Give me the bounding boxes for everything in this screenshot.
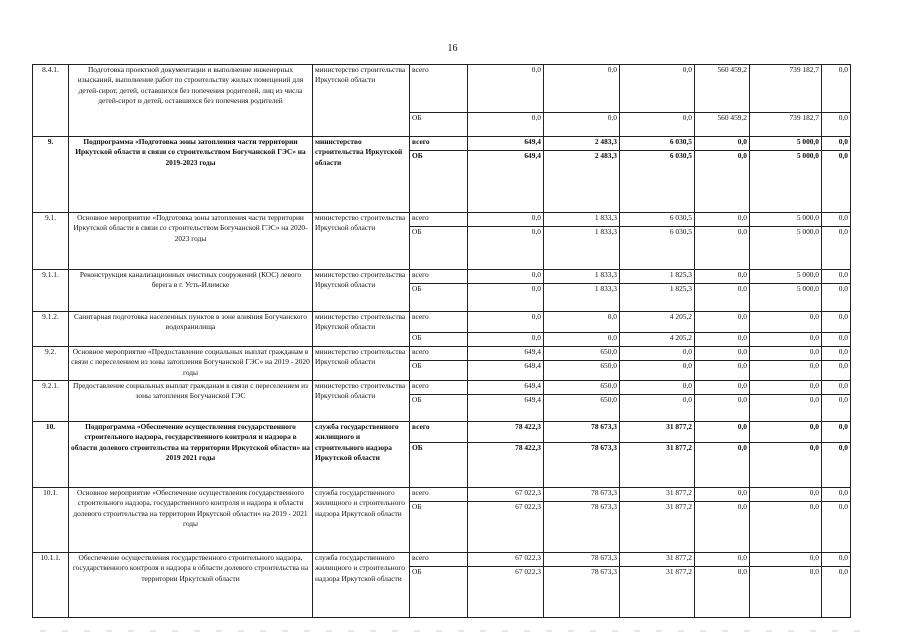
amount-cell: 78 673,3 bbox=[544, 553, 620, 567]
amount-cell: 6 030,5 bbox=[620, 151, 695, 213]
funding-source: ОБ bbox=[410, 443, 468, 488]
amount-cell: 0,0 bbox=[468, 65, 544, 113]
amount-cell: 739 182,7 bbox=[750, 65, 822, 113]
funding-source: всего bbox=[410, 422, 468, 443]
amount-cell: 0,0 bbox=[544, 113, 620, 137]
scan-footer-noise bbox=[40, 630, 860, 632]
amount-cell: 6 030,5 bbox=[620, 137, 695, 151]
row-program-name: Основное мероприятие «Предоставление социальных выплат гражданам в связи с переселением из зоны затопления Богучанской ГЭС» на 2019 - 2020 годы bbox=[69, 347, 313, 381]
amount-cell: 31 877,2 bbox=[620, 553, 695, 567]
amount-cell: 0,0 bbox=[750, 347, 822, 361]
funding-source: всего bbox=[410, 213, 468, 227]
amount-cell: 0,0 bbox=[750, 381, 822, 395]
amount-cell: 0,0 bbox=[544, 65, 620, 113]
amount-cell: 31 877,2 bbox=[620, 488, 695, 502]
table-row bbox=[33, 270, 851, 284]
row-program-name: Подпрограмма «Подготовка зоны затопления части территории Иркутской области в связи со строительством Богучанской ГЭС» на 2019-2023 годы bbox=[69, 137, 313, 213]
funding-source: ОБ bbox=[410, 227, 468, 270]
amount-cell: 0,0 bbox=[544, 312, 620, 333]
amount-cell: 0,0 bbox=[822, 137, 851, 151]
amount-cell: 0,0 bbox=[620, 381, 695, 395]
table-body bbox=[33, 65, 851, 618]
amount-cell: 31 877,2 bbox=[620, 502, 695, 553]
amount-cell: 0,0 bbox=[750, 395, 822, 422]
table-row bbox=[33, 213, 851, 227]
amount-cell: 0,0 bbox=[695, 151, 750, 213]
table-row bbox=[33, 381, 851, 395]
amount-cell: 0,0 bbox=[695, 381, 750, 395]
row-code: 9.1.2. bbox=[33, 312, 69, 347]
amount-cell: 5 000,0 bbox=[750, 227, 822, 270]
funding-source: всего bbox=[410, 312, 468, 333]
amount-cell: 31 877,2 bbox=[620, 443, 695, 488]
amount-cell: 0,0 bbox=[822, 227, 851, 270]
amount-cell: 0,0 bbox=[695, 553, 750, 567]
amount-cell: 4 205,2 bbox=[620, 333, 695, 347]
amount-cell: 0,0 bbox=[822, 395, 851, 422]
amount-cell: 650,0 bbox=[544, 381, 620, 395]
funding-source: всего bbox=[410, 347, 468, 361]
amount-cell: 0,0 bbox=[695, 567, 750, 618]
table-row bbox=[33, 312, 851, 333]
row-program-name: Основное мероприятие «Обеспечение осуществления государственного строительного надзора, государственного контроля и надзора в области долевого строительства на территории Иркутской области» на 2019 - 2021 годы bbox=[69, 488, 313, 553]
funding-source: ОБ bbox=[410, 502, 468, 553]
amount-cell: 78 422,3 bbox=[468, 443, 544, 488]
amount-cell: 0,0 bbox=[620, 395, 695, 422]
amount-cell: 0,0 bbox=[750, 312, 822, 333]
amount-cell: 0,0 bbox=[822, 270, 851, 284]
row-code: 9.2.1. bbox=[33, 381, 69, 422]
amount-cell: 31 877,2 bbox=[620, 422, 695, 443]
row-program-name: Реконструкция канализационных очистных сооружений (КОС) левого берега в г. Усть-Илимске bbox=[69, 270, 313, 312]
amount-cell: 649,4 bbox=[468, 137, 544, 151]
amount-cell: 0,0 bbox=[695, 361, 750, 381]
amount-cell: 0,0 bbox=[822, 333, 851, 347]
amount-cell: 650,0 bbox=[544, 361, 620, 381]
amount-cell: 78 673,3 bbox=[544, 443, 620, 488]
amount-cell: 0,0 bbox=[620, 65, 695, 113]
table-row bbox=[33, 347, 851, 361]
amount-cell: 0,0 bbox=[695, 443, 750, 488]
funding-source: ОБ bbox=[410, 361, 468, 381]
funding-source: ОБ bbox=[410, 113, 468, 137]
table-row bbox=[33, 137, 851, 151]
amount-cell: 5 000,0 bbox=[750, 213, 822, 227]
row-code: 9.1. bbox=[33, 213, 69, 270]
amount-cell: 1 825,3 bbox=[620, 284, 695, 312]
amount-cell: 6 030,5 bbox=[620, 227, 695, 270]
row-program-name: Основное мероприятие «Подготовка зоны затопления части территории Иркутской области в связи со строительством Богучанской ГЭС» на 2020-2023 годы bbox=[69, 213, 313, 270]
amount-cell: 0,0 bbox=[695, 227, 750, 270]
amount-cell: 0,0 bbox=[750, 553, 822, 567]
amount-cell: 0,0 bbox=[468, 113, 544, 137]
amount-cell: 649,4 bbox=[468, 395, 544, 422]
funding-source: всего bbox=[410, 553, 468, 567]
amount-cell: 0,0 bbox=[695, 312, 750, 333]
amount-cell: 0,0 bbox=[750, 567, 822, 618]
amount-cell: 0,0 bbox=[695, 395, 750, 422]
row-executor: служба государственного жилищного и строительного надзора Иркутской области bbox=[313, 488, 410, 553]
amount-cell: 5 000,0 bbox=[750, 270, 822, 284]
amount-cell: 0,0 bbox=[695, 137, 750, 151]
amount-cell: 0,0 bbox=[695, 333, 750, 347]
amount-cell: 739 182,7 bbox=[750, 113, 822, 137]
amount-cell: 0,0 bbox=[468, 284, 544, 312]
row-code: 9.1.1. bbox=[33, 270, 69, 312]
amount-cell: 0,0 bbox=[695, 422, 750, 443]
table-row bbox=[33, 488, 851, 502]
funding-source: ОБ bbox=[410, 567, 468, 618]
amount-cell: 650,0 bbox=[544, 347, 620, 361]
row-program-name: Предоставление социальных выплат гражданам в связи с переселением из зоны затопления Богучанской ГЭС bbox=[69, 381, 313, 422]
amount-cell: 0,0 bbox=[620, 347, 695, 361]
amount-cell: 78 422,3 bbox=[468, 422, 544, 443]
budget-table bbox=[32, 64, 851, 618]
amount-cell: 0,0 bbox=[695, 488, 750, 502]
amount-cell: 31 877,2 bbox=[620, 567, 695, 618]
amount-cell: 2 483,3 bbox=[544, 137, 620, 151]
row-code: 10.1.1. bbox=[33, 553, 69, 618]
amount-cell: 6 030,5 bbox=[620, 213, 695, 227]
amount-cell: 0,0 bbox=[620, 361, 695, 381]
amount-cell: 5 000,0 bbox=[750, 151, 822, 213]
amount-cell: 1 833,3 bbox=[544, 227, 620, 270]
amount-cell: 0,0 bbox=[695, 213, 750, 227]
amount-cell: 0,0 bbox=[822, 361, 851, 381]
row-executor: министерство строительства Иркутской области bbox=[313, 347, 410, 381]
funding-source: всего bbox=[410, 381, 468, 395]
amount-cell: 78 673,3 bbox=[544, 488, 620, 502]
row-program-name: Обеспечение осуществления государственного строительного надзора, государственного контроля и надзора в области долевого строительства на территории Иркутской области bbox=[69, 553, 313, 618]
amount-cell: 0,0 bbox=[822, 443, 851, 488]
amount-cell: 78 673,3 bbox=[544, 567, 620, 618]
amount-cell: 5 000,0 bbox=[750, 284, 822, 312]
funding-source: ОБ bbox=[410, 151, 468, 213]
row-program-name: Санитарная подготовка населенных пунктов в зоне влияния Богучанского водохранилища bbox=[69, 312, 313, 347]
row-code: 10.1. bbox=[33, 488, 69, 553]
amount-cell: 0,0 bbox=[750, 443, 822, 488]
amount-cell: 0,0 bbox=[750, 502, 822, 553]
page-number: 16 bbox=[447, 43, 458, 54]
funding-source: всего bbox=[410, 137, 468, 151]
amount-cell: 0,0 bbox=[468, 333, 544, 347]
funding-source: ОБ bbox=[410, 284, 468, 312]
row-program-name: Подготовка проектной документации и выполнение инженерных изысканий, выполнение работ по строительству жилых помещений для детей-сирот, детей, оставшихся без попечения родителей, лиц из числа детей-сирот и детей, оставшихся без попечения родителей bbox=[69, 65, 313, 137]
amount-cell: 0,0 bbox=[822, 213, 851, 227]
amount-cell: 0,0 bbox=[750, 361, 822, 381]
row-code: 9. bbox=[33, 137, 69, 213]
amount-cell: 0,0 bbox=[822, 502, 851, 553]
row-code: 9.2. bbox=[33, 347, 69, 381]
table-row bbox=[33, 553, 851, 567]
amount-cell: 67 022,3 bbox=[468, 488, 544, 502]
amount-cell: 0,0 bbox=[468, 213, 544, 227]
amount-cell: 649,4 bbox=[468, 361, 544, 381]
amount-cell: 0,0 bbox=[822, 381, 851, 395]
row-code: 10. bbox=[33, 422, 69, 488]
row-executor: министерство строительства Иркутской области bbox=[313, 381, 410, 422]
funding-source: всего bbox=[410, 270, 468, 284]
amount-cell: 0,0 bbox=[544, 333, 620, 347]
amount-cell: 0,0 bbox=[822, 567, 851, 618]
amount-cell: 0,0 bbox=[695, 502, 750, 553]
amount-cell: 0,0 bbox=[822, 65, 851, 113]
amount-cell: 649,4 bbox=[468, 347, 544, 361]
amount-cell: 0,0 bbox=[822, 284, 851, 312]
amount-cell: 0,0 bbox=[468, 312, 544, 333]
amount-cell: 560 459,2 bbox=[695, 65, 750, 113]
amount-cell: 78 673,3 bbox=[544, 422, 620, 443]
amount-cell: 0,0 bbox=[695, 347, 750, 361]
funding-source: ОБ bbox=[410, 333, 468, 347]
amount-cell: 1 833,3 bbox=[544, 213, 620, 227]
funding-source: всего bbox=[410, 65, 468, 113]
amount-cell: 650,0 bbox=[544, 395, 620, 422]
amount-cell: 67 022,3 bbox=[468, 502, 544, 553]
amount-cell: 0,0 bbox=[750, 333, 822, 347]
amount-cell: 0,0 bbox=[822, 488, 851, 502]
table-row bbox=[33, 65, 851, 113]
amount-cell: 649,4 bbox=[468, 381, 544, 395]
amount-cell: 0,0 bbox=[468, 270, 544, 284]
row-program-name: Подпрограмма «Обеспечение осуществления государственного строительного надзора, государственного контроля и надзора в области долевого строительства на территории Иркутской области» на 2019 2021 годы bbox=[69, 422, 313, 488]
amount-cell: 0,0 bbox=[750, 422, 822, 443]
table-row bbox=[33, 422, 851, 443]
amount-cell: 0,0 bbox=[822, 553, 851, 567]
amount-cell: 0,0 bbox=[822, 151, 851, 213]
amount-cell: 1 825,3 bbox=[620, 270, 695, 284]
amount-cell: 0,0 bbox=[750, 488, 822, 502]
amount-cell: 5 000,0 bbox=[750, 137, 822, 151]
amount-cell: 0,0 bbox=[620, 113, 695, 137]
amount-cell: 4 205,2 bbox=[620, 312, 695, 333]
amount-cell: 649,4 bbox=[468, 151, 544, 213]
row-executor: министерство строительства Иркутской области bbox=[313, 137, 410, 213]
amount-cell: 78 673,3 bbox=[544, 502, 620, 553]
amount-cell: 0,0 bbox=[695, 270, 750, 284]
amount-cell: 1 833,3 bbox=[544, 270, 620, 284]
amount-cell: 67 022,3 bbox=[468, 567, 544, 618]
amount-cell: 0,0 bbox=[822, 113, 851, 137]
amount-cell: 0,0 bbox=[822, 347, 851, 361]
amount-cell: 0,0 bbox=[822, 312, 851, 333]
amount-cell: 1 833,3 bbox=[544, 284, 620, 312]
amount-cell: 560 459,2 bbox=[695, 113, 750, 137]
row-code: 8.4.1. bbox=[33, 65, 69, 137]
amount-cell: 0,0 bbox=[468, 227, 544, 270]
funding-source: всего bbox=[410, 488, 468, 502]
funding-source: ОБ bbox=[410, 395, 468, 422]
amount-cell: 2 483,3 bbox=[544, 151, 620, 213]
row-executor: служба государственного жилищного и строительного надзора Иркутской области bbox=[313, 422, 410, 488]
amount-cell: 0,0 bbox=[822, 422, 851, 443]
row-executor: министерство строительства Иркутской области bbox=[313, 312, 410, 347]
row-executor: министерство строительства Иркутской области bbox=[313, 270, 410, 312]
row-executor: министерство строительства Иркутской области bbox=[313, 65, 410, 137]
row-executor: служба государственного жилищного и строительного надзора Иркутской области bbox=[313, 553, 410, 618]
amount-cell: 67 022,3 bbox=[468, 553, 544, 567]
row-executor: министерство строительства Иркутской области bbox=[313, 213, 410, 270]
amount-cell: 0,0 bbox=[695, 284, 750, 312]
